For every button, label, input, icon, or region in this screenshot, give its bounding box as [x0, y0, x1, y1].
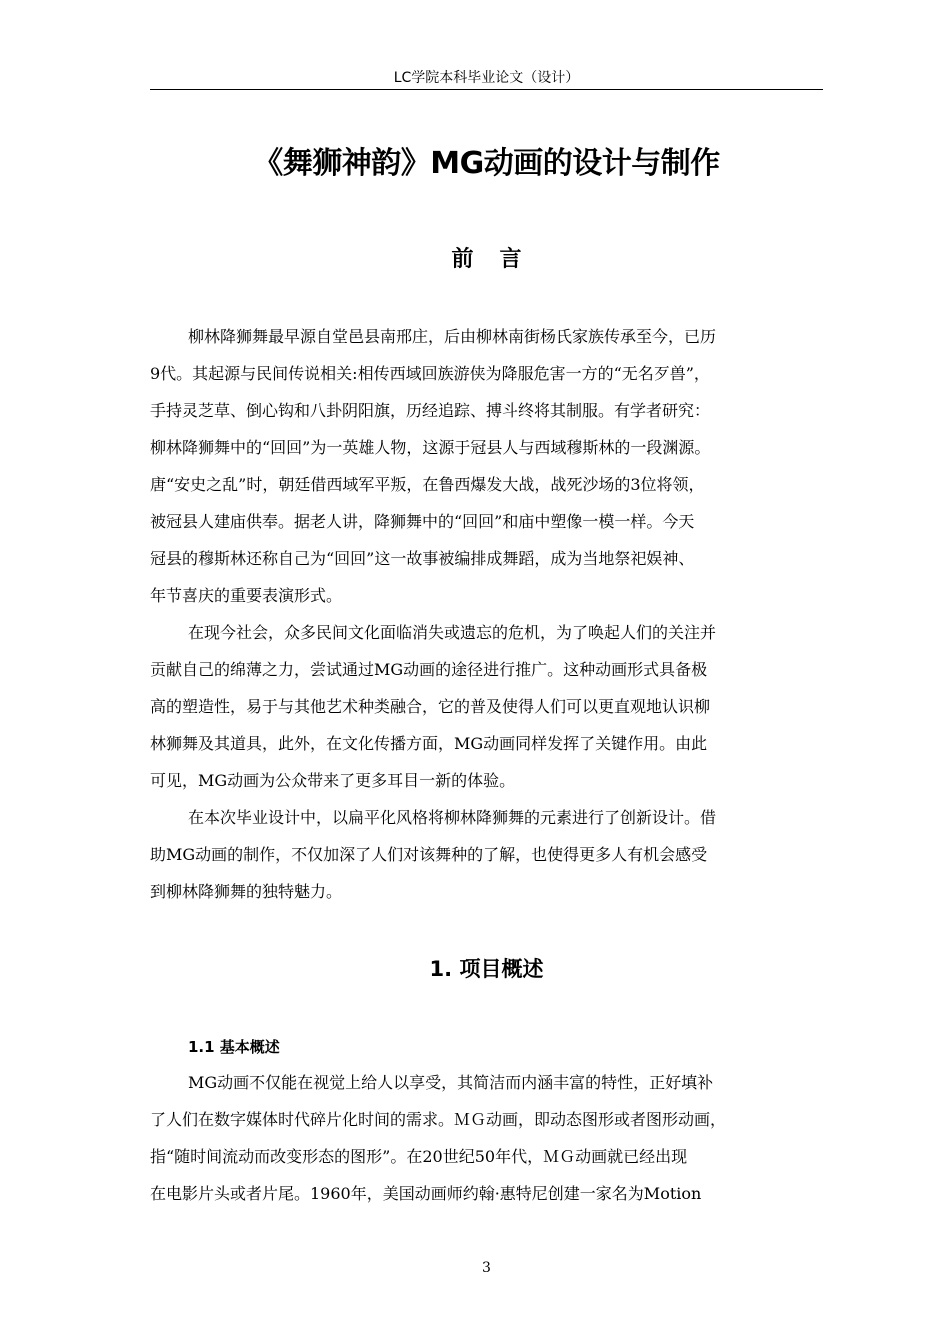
preface-heading — [150, 244, 823, 276]
text-line: 柳林降狮舞最早源自堂邑县南邢庄，后由柳林南街杨氏家族传承至今，已历 — [188, 327, 717, 346]
section-heading: 1. 项目概述 — [429, 957, 544, 981]
header-rule — [150, 89, 823, 90]
text-line: MG动画不仅能在视觉上给人以享受，其简洁而内涵丰富的特性，正好填补 — [188, 1073, 714, 1092]
text-line: 手持灵芝草、倒心钩和八卦阴阳旗，历经追踪、搏斗终将其制服。有学者研究： — [150, 401, 711, 420]
text-line: 高的塑造性，易于与其他艺术种类融合，它的普及使得人们可以更直观地认识柳 — [150, 697, 711, 716]
text-line: 唐“安史之乱”时，朝廷借西域军平叛，在鲁西爆发大战，战死沙场的3位将领， — [150, 475, 705, 494]
page-number: 3 — [482, 1260, 491, 1276]
text-line: 年节喜庆的重要表演形式。 — [150, 586, 343, 605]
preface-paragraph-3 — [150, 799, 823, 910]
text-line: 指“随时间流动而改变形态的图形”。在20世纪50年代，ＭＧ动画就已经出现 — [150, 1147, 688, 1166]
text-line: 到柳林降狮舞的独特魅力。 — [150, 882, 343, 901]
text-line: 在本次毕业设计中，以扁平化风格将柳林降狮舞的元素进行了创新设计。借 — [188, 808, 717, 827]
preface-heading-right: 言 — [499, 247, 522, 272]
text-line: 在电影片头或者片尾。1960年，美国动画师约翰·惠特尼创建一家名为Motion — [150, 1184, 702, 1203]
preface-body — [150, 318, 823, 910]
text-line: 冠县的穆斯林还称自己为“回回”这一故事被编排成舞蹈，成为当地祭祀娱神、 — [150, 549, 695, 568]
preface-paragraph-1 — [150, 318, 823, 614]
text-line: 林狮舞及其道具，此外，在文化传播方面，MG动画同样发挥了关键作用。由此 — [150, 734, 708, 753]
preface-paragraph-2 — [150, 614, 823, 799]
text-line: 可见，MG动画为公众带来了更多耳目一新的体验。 — [150, 771, 516, 790]
subsection-heading: 1.1 基本概述 — [188, 1038, 280, 1056]
running-header: LC学院本科毕业论文（设计） — [393, 70, 580, 86]
text-line: 贡献自己的绵薄之力，尝试通过MG动画的途径进行推广。这种动画形式具备极 — [150, 660, 708, 679]
text-line: 柳林降狮舞中的“回回”为一英雄人物，这源于冠县人与西域穆斯林的一段渊源。 — [150, 438, 711, 457]
section-body — [150, 1064, 823, 1212]
text-line: 9代。其起源与民间传说相关:相传西域回族游侠为降服危害一方的“无名歹兽”， — [150, 364, 710, 383]
preface-heading-left: 前 — [451, 247, 474, 272]
section-paragraph — [150, 1064, 823, 1212]
text-line: 助MG动画的制作，不仅加深了人们对该舞种的了解，也使得更多人有机会感受 — [150, 845, 708, 864]
text-line: 了人们在数字媒体时代碎片化时间的需求。ＭＧ动画，即动态图形或者图形动画， — [150, 1110, 727, 1129]
text-line: 在现今社会，众多民间文化面临消失或遗忘的危机，为了唤起人们的关注并 — [188, 623, 717, 642]
text-line: 被冠县人建庙供奉。据老人讲，降狮舞中的“回回”和庙中塑像一模一样。今天 — [150, 512, 695, 531]
document-title: 《舞狮神韵》MG动画的设计与制作 — [253, 146, 720, 181]
